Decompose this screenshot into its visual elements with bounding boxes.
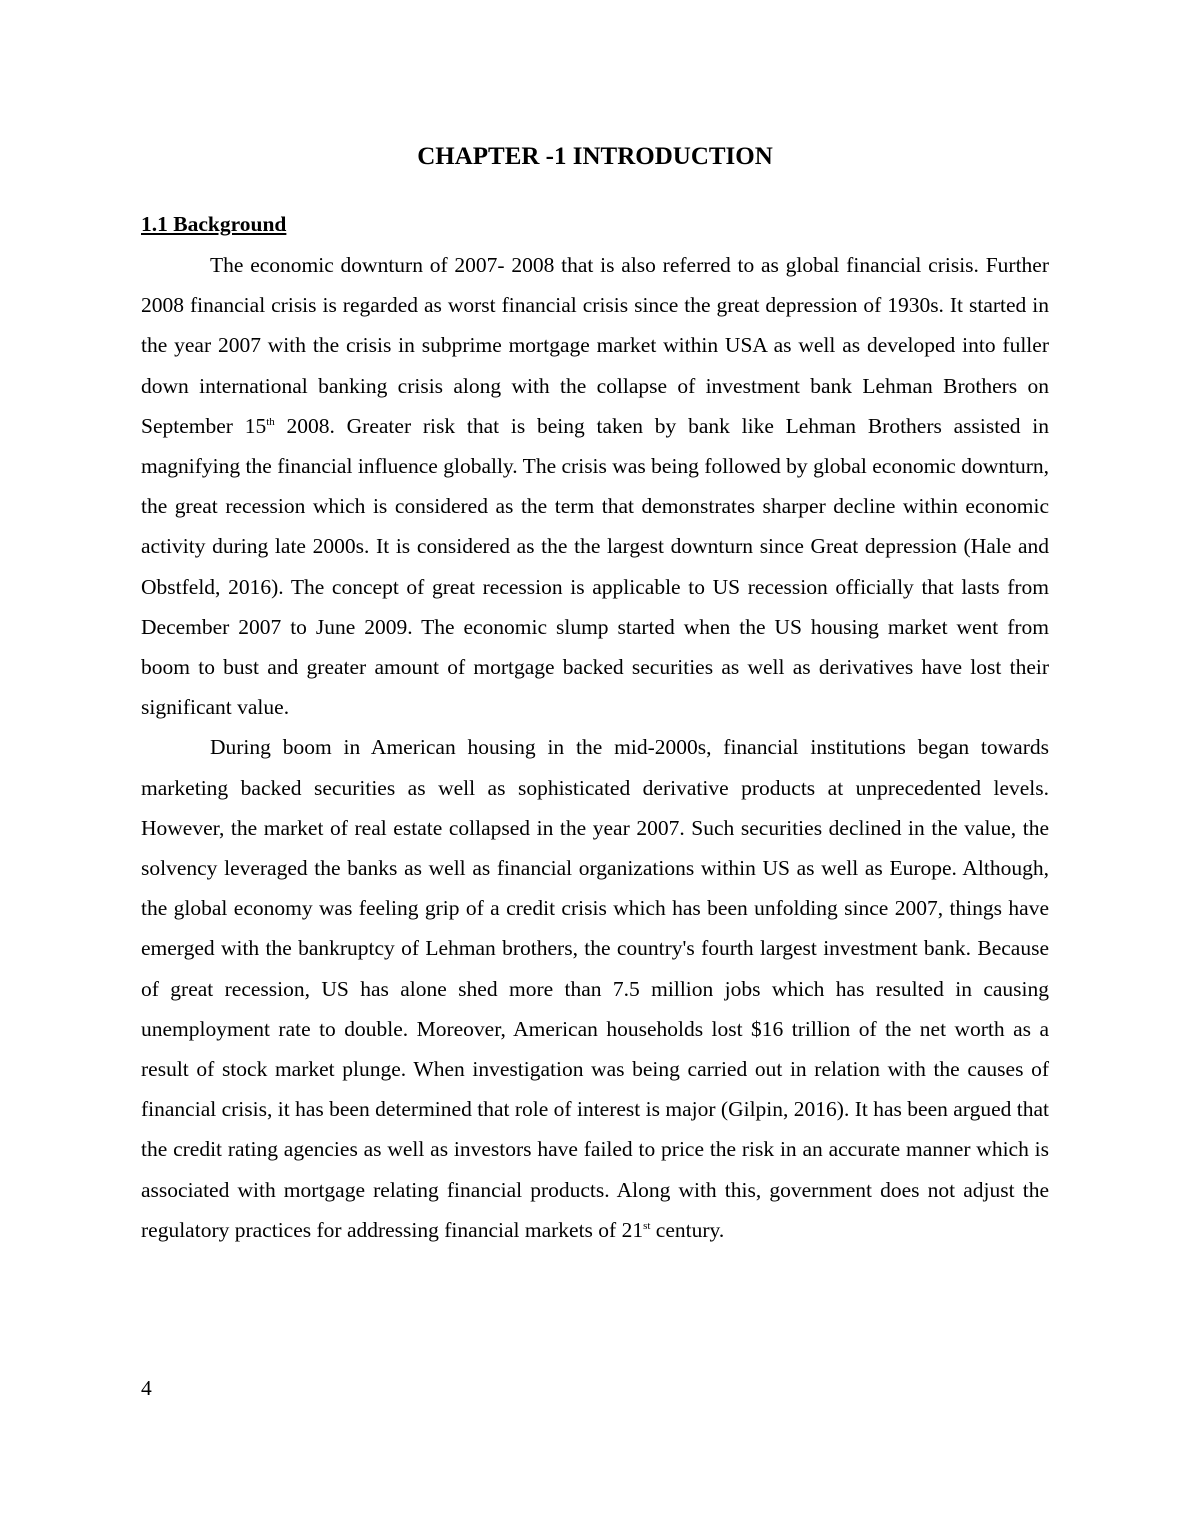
chapter-title: CHAPTER -1 INTRODUCTION [417, 143, 773, 170]
page-number: 4 [141, 1376, 152, 1400]
paragraph-1 [141, 245, 1049, 727]
paragraph-1-text-b: 2008. Greater risk that is being taken by bank like Lehman Brothers assisted in magnifying the financial influence globally. The crisis was being followed by global economic downturn, the great recession which is considered as the term that demonstrates sharper decline within economic activity during late 2000s. It is considered as the the largest downturn since Great depression (Hale and Obstfeld, 2016). The concept of great recession is applicable to US recession officially that lasts from December 2007 to June 2009. The economic slump started when the US housing market went from boom to bust and greater amount of mortgage backed securities as well as derivatives have lost their significant value. [141, 413, 1049, 720]
section-heading: 1.1 Background [141, 212, 287, 236]
paragraph-2-text-a: During boom in American housing in the mid-2000s, financial institutions began towards marketing backed securities as well as sophisticated derivative products at unprecedented levels. However, the market of real estate collapsed in the year 2007. Such securities declined in the value, the solvency leveraged the banks as well as financial organizations within US as well as Europe. Although, the global economy was feeling grip of a credit crisis which has been unfolding since 2007, things have emerged with the bankruptcy of Lehman brothers, the country's fourth largest investment bank. Because of great recession, US has alone shed more than 7.5 million jobs which has resulted in causing unemployment rate to double. Moreover, American households lost $16 trillion of the net worth as a result of stock market plunge. When investigation was being carried out in relation with the causes of financial crisis, it has been determined that role of interest is major (Gilpin, 2016). It has been argued that the credit rating agencies as well as investors have failed to price the risk in an accurate manner which is associated with mortgage relating financial products. Along with this, government does not adjust the regulatory practices for addressing financial markets of 21 [141, 735, 1049, 1242]
body-text [141, 245, 1049, 1250]
paragraph-2-text-b: century. [650, 1217, 725, 1242]
paragraph-2 [141, 727, 1049, 1250]
ordinal-suffix: th [266, 415, 275, 428]
ordinal-suffix: st [643, 1219, 651, 1232]
paragraph-1-text-a: The economic downturn of 2007- 2008 that is also referred to as global financial crisis. Further 2008 financial crisis is regarded as worst financial crisis since the great depression of 1930s. It started in the year 2007 with the crisis in subprime mortgage market within USA as well as developed into fuller down international banking crisis along with the collapse of investment bank Lehman Brothers on September 15 [141, 253, 1049, 438]
